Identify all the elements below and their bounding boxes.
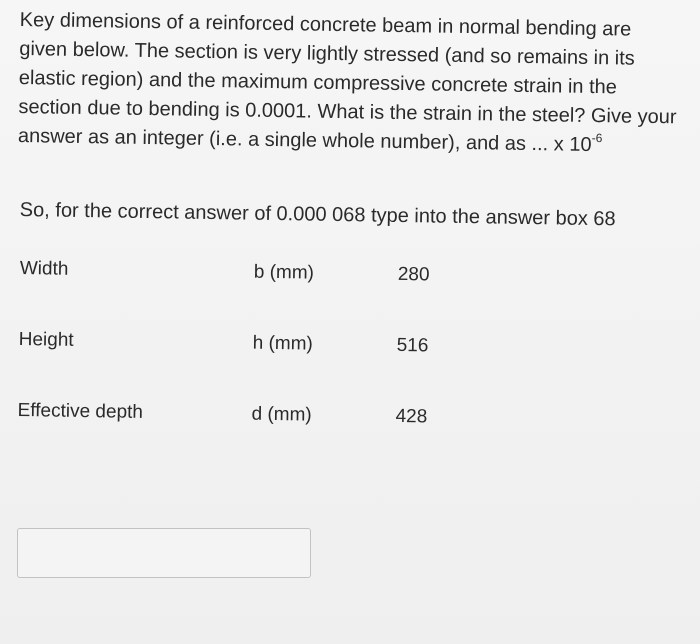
dimension-symbol: d (mm) — [251, 403, 312, 426]
question-text — [18, 6, 680, 161]
question-exponent: -6 — [591, 130, 603, 146]
dimension-row-effective-depth — [17, 400, 448, 478]
dimension-value: 280 — [397, 263, 430, 286]
dimension-row-height — [18, 329, 449, 407]
dimension-symbol: b (mm) — [253, 261, 315, 284]
question-body: Key dimensions of a reinforced concrete beam in normal bending are given below. The section is very lightly stressed (and so remains in its elastic region) and the maximum compressive concrete strain in the section due to bending is 0.0001. What is the strain in the steel? Give your answer as an integer (i.e. a single whole number), and as ... x 10 — [17, 8, 677, 156]
dimension-value: 516 — [396, 334, 429, 357]
answer-instruction: So, for the correct answer of 0.000 068 type into the answer box 68 — [19, 198, 616, 231]
dimensions-table — [17, 258, 450, 478]
answer-input[interactable] — [17, 528, 311, 578]
dimension-label: Effective depth — [17, 399, 144, 423]
dimension-row-width — [19, 258, 450, 336]
question-paragraph — [18, 6, 680, 161]
dimension-label: Height — [18, 328, 74, 351]
dimension-symbol: h (mm) — [252, 332, 314, 355]
dimension-label: Width — [19, 258, 69, 280]
dimension-value: 428 — [395, 405, 428, 428]
